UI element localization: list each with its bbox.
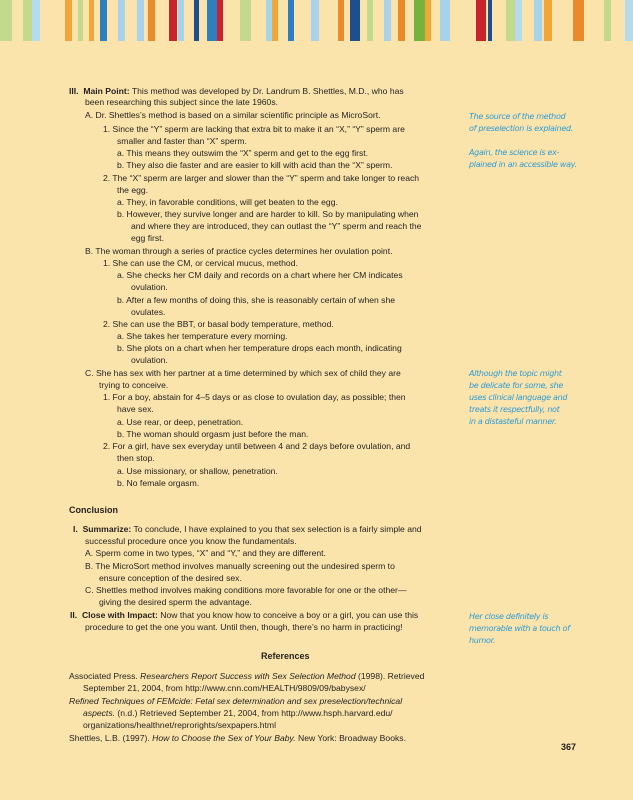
reference-3-line1 — [69, 733, 406, 744]
conclusion-ii-line1 — [70, 610, 418, 621]
outline-label: Main Point: — [83, 86, 130, 96]
reference-1-line1 — [69, 671, 424, 682]
outline-numeral: III. — [69, 86, 79, 96]
outline-numeral: I. — [73, 524, 78, 534]
outline-iii-b: B. The woman through a series of practice cycles determines her ovulation point. — [85, 246, 393, 256]
conclusion-i-line2: successful procedure once you know the fundamentals. — [85, 536, 297, 546]
outline-iii-a-1-b: b. They also die faster and are easier to kill with acid than the “X” sperm. — [117, 160, 393, 170]
references-heading: References — [261, 651, 310, 661]
reference-text: (n.d.) Retrieved September 21, 2004, from http://www.hsph.harvard.edu/ — [115, 708, 393, 718]
margin-note-1-line2: of preselection is explained. — [469, 124, 573, 133]
outline-iii-a-2-cont: the egg. — [117, 185, 149, 195]
reference-text: Shettles, L.B. (1997). — [69, 733, 153, 743]
outline-iii-b-2-b2: ovulation. — [131, 355, 168, 365]
reference-text: New York: Broadway Books. — [295, 733, 406, 743]
outline-iii-a-2: 2. The “X” sperm are larger and slower than the “Y” sperm and take longer to reach — [103, 173, 420, 183]
outline-numeral: II. — [70, 610, 78, 620]
outline-label: Summarize: — [82, 524, 132, 534]
outline-iii-b-2-a: a. She takes her temperature every morning. — [117, 331, 288, 341]
outline-iii-line2: been researching this subject since the late 1960s. — [85, 97, 279, 107]
margin-note-4-line3: humor. — [469, 636, 496, 645]
outline-iii-c-1: 1. For a boy, abstain for 4–5 days or as close to ovulation day, as possible; then — [103, 392, 406, 402]
conclusion-i-c1: C. Shettles method involves making conditions more favorable for one or the other— — [85, 585, 407, 595]
reference-2-line1: Refined Techniques of FEMcide: Fetal sex determination and sex preselection/technical — [69, 696, 403, 706]
margin-note-3-line2: be delicate for some, she — [469, 381, 563, 390]
reference-text: Associated Press. — [69, 671, 141, 681]
outline-iii-c-1-b: b. The woman should orgasm just before the man. — [117, 429, 309, 439]
outline-iii-b-1: 1. She can use the CM, or cervical mucus, method. — [103, 258, 298, 268]
outline-iii-a-1: 1. Since the “Y” sperm are lacking that extra bit to make it an “X,” “Y” sperm are — [103, 124, 405, 134]
outline-iii-c-1-a: a. Use rear, or deep, penetration. — [117, 417, 244, 427]
conclusion-i-b2: ensure conception of the desired sex. — [99, 573, 242, 583]
margin-note-3-line5: in a distasteful manner. — [469, 417, 557, 426]
outline-iii-a: A. Dr. Shettles’s method is based on a similar scientific principle as MicroSort. — [85, 110, 381, 120]
outline-iii-c-2-cont: then stop. — [117, 453, 155, 463]
outline-iii-b-1-b1: b. After a few months of doing this, she is reasonably certain of when she — [117, 295, 396, 305]
margin-note-2-line1: Again, the science is ex- — [469, 148, 560, 157]
margin-note-4-line2: memorable with a touch of — [469, 624, 570, 633]
margin-note-4-line1: Her close definitely is — [469, 612, 549, 621]
outline-iii-c-cont: trying to conceive. — [99, 380, 169, 390]
outline-iii-b-2: 2. She can use the BBT, or basal body temperature, method. — [103, 319, 334, 329]
outline-iii-a-1-cont: smaller and faster than “X” sperm. — [117, 136, 247, 146]
outline-text: Now that you know how to conceive a boy or a girl, you can use this — [157, 610, 419, 620]
reference-title: How to Choose the Sex of Your Baby. — [152, 733, 296, 743]
outline-iii-a-2-b1: b. However, they survive longer and are harder to kill. So by manipulating when — [117, 209, 419, 219]
conclusion-ii-line2: procedure to get the one you want. Until then, though, there’s no harm in practicing! — [85, 622, 403, 632]
reference-1-line2: September 21, 2004, from http://www.cnn.com/HEALTH/9809/09/babysex/ — [83, 683, 366, 693]
outline-iii-c-2-a: a. Use missionary, or shallow, penetration. — [117, 466, 278, 476]
outline-iii-a-2-b3: egg first. — [131, 233, 164, 243]
outline-iii-a-2-b2: and where they are introduced, they can outlast the “Y” sperm and reach the — [131, 221, 422, 231]
outline-label: Close with Impact: — [81, 610, 158, 620]
outline-text: This method was developed by Dr. Landrum B. Shettles, M.D., who has — [129, 86, 404, 96]
reference-2-line2 — [83, 708, 393, 719]
margin-note-1-line1: The source of the method — [469, 112, 566, 121]
outline-iii-c-2: 2. For a girl, have sex everyday until between 4 and 2 days before ovulation, and — [103, 441, 411, 451]
page-number: 367 — [561, 742, 577, 752]
margin-note-3-line1: Although the topic might — [469, 369, 562, 378]
outline-iii-c-2-b: b. No female orgasm. — [117, 478, 200, 488]
conclusion-i-c2: giving the desired sperm the advantage. — [99, 597, 252, 607]
reference-title: aspects. — [83, 708, 116, 718]
reference-text: (1998). Retrieved — [355, 671, 425, 681]
conclusion-i-line1 — [73, 524, 422, 535]
margin-note-3-line4: treats it respectfully, not — [469, 405, 560, 414]
outline-iii-b-1-b2: ovulates. — [131, 307, 166, 317]
margin-note-3-line3: uses clinical language and — [469, 393, 568, 402]
outline-iii-b-1-a1: a. She checks her CM daily and records on a chart where her CM indicates — [117, 270, 403, 280]
outline-iii-b-1-a2: ovulation. — [131, 282, 168, 292]
outline-iii-c: C. She has sex with her partner at a time determined by which sex of child they are — [85, 368, 401, 378]
outline-iii-a-1-a: a. This means they outswim the “X” sperm and get to the egg first. — [117, 148, 369, 158]
outline-iii-line1 — [69, 86, 404, 97]
outline-text: To conclude, I have explained to you that sex selection is a fairly simple and — [131, 524, 422, 534]
conclusion-i-b1: B. The MicroSort method involves manually screening out the undesired sperm to — [85, 561, 395, 571]
reference-title: Researchers Report Success with Sex Selection Method — [140, 671, 356, 681]
outline-iii-a-2-a: a. They, in favorable conditions, will get beaten to the egg. — [117, 197, 338, 207]
reference-2-line3: organizations/healthnet/reprorights/sexpapers.html — [83, 720, 276, 730]
outline-iii-c-1-cont: have sex. — [117, 404, 154, 414]
conclusion-i-a: A. Sperm come in two types, “X” and “Y,” and they are different. — [85, 548, 326, 558]
margin-note-2-line2: plained in an accessible way. — [469, 160, 577, 169]
conclusion-heading: Conclusion — [69, 505, 118, 515]
outline-iii-b-2-b1: b. She plots on a chart when her temperature drops each month, indicating — [117, 343, 402, 353]
